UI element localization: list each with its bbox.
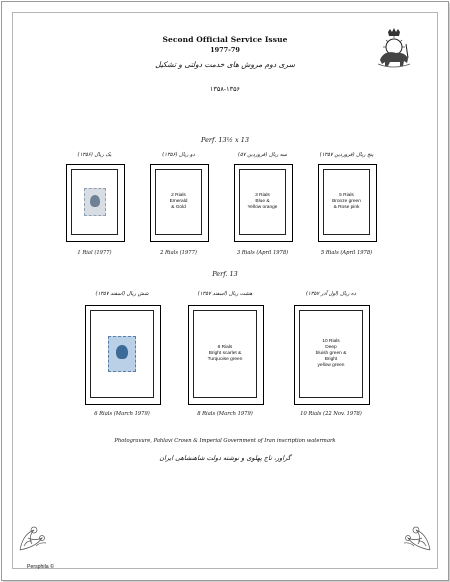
stamp-persian-label: دو ریال (۱۳۵۶) bbox=[162, 152, 195, 158]
persian-printing-note: گراور، تاج پهلوی و نوشته دولت شاهنشاهی ایران bbox=[159, 454, 291, 462]
issue-years: 1977-79 bbox=[210, 46, 240, 54]
bottom-right-ornament-icon bbox=[392, 516, 432, 552]
page-title: Second Official Service Issue bbox=[162, 35, 288, 44]
stamp-persian-label: ده ریال (اول آذر ۱۳۵۷) bbox=[305, 291, 357, 297]
page-copyright: Persphila © bbox=[27, 564, 54, 570]
stamp-persian-label: پنج ریال (فروردین ۱۳۵۷) bbox=[319, 152, 374, 158]
stamp-frame bbox=[299, 310, 363, 398]
stamp-caption: 6 Rials (March 1979) bbox=[94, 411, 150, 417]
stamp-persian-label: سه ریال (فروردین ۵۷) bbox=[237, 152, 288, 158]
stamp-caption: 3 Rials (April 1978) bbox=[236, 250, 289, 256]
stamp-slot-3-rials bbox=[234, 152, 291, 256]
stamp-slot-8-rials bbox=[188, 291, 262, 417]
stamp-image bbox=[108, 336, 136, 372]
stamp-description: 3 Rials Blue & Yellow orange bbox=[247, 193, 278, 210]
stamp-description: 2 Rials Emerald & Gold bbox=[169, 193, 188, 210]
stamp-description: 10 Rials Deep bluish green & Bright yellow green bbox=[315, 339, 347, 368]
bottom-left-ornament-icon bbox=[18, 516, 58, 552]
stamp-caption: 5 Rials (April 1978) bbox=[320, 250, 373, 256]
persian-years: ۱۳۵۸-۱۳۵۶ bbox=[209, 85, 241, 93]
stamp-frame bbox=[71, 169, 118, 235]
section1-perforation: Perf. 13½ x 13 bbox=[201, 136, 249, 144]
stamp-description: 8 Rials Bright scarlet & Turquoise green bbox=[207, 345, 243, 362]
stamp-slot-5-rials bbox=[318, 152, 375, 256]
stamp-frame bbox=[239, 169, 286, 235]
stamp-slot-2-rials bbox=[150, 152, 207, 256]
stamp-caption: 1 Rial (1977) bbox=[77, 250, 112, 256]
stamp-frame bbox=[90, 310, 154, 398]
stamp-caption: 8 Rials (March 1979) bbox=[197, 411, 253, 417]
stamp-frame bbox=[323, 169, 370, 235]
stamp-slot-1-rial bbox=[66, 152, 123, 256]
stamp-persian-label: یک ریال (۱۳۵۶) bbox=[77, 152, 112, 158]
stamp-persian-label: شش ریال (اسفند ۱۳۵۷) bbox=[95, 291, 149, 297]
stamp-caption: 2 Rials (1977) bbox=[160, 250, 197, 256]
section2-perforation: Perf. 13 bbox=[212, 270, 238, 278]
stamp-description: 5 Rials Bronze green & Rose pink bbox=[332, 193, 361, 210]
printing-note: Photogravure, Pahlavi Crown & Imperial Government of Iran inscription watermark bbox=[114, 438, 336, 444]
stamp-slot-10-rials bbox=[294, 291, 368, 417]
stamp-slot-6-rials bbox=[85, 291, 159, 417]
stamp-frame bbox=[155, 169, 202, 235]
stamp-frame bbox=[193, 310, 257, 398]
stamp-caption: 10 Rials (22 Nov. 1978) bbox=[300, 411, 362, 417]
stamp-persian-label: هشت ریال (اسفند ۱۳۵۷) bbox=[197, 291, 253, 297]
persian-title: سری دوم مروش های خدمت دولتی و تشکیل bbox=[155, 60, 295, 69]
stamp-image bbox=[84, 188, 106, 216]
